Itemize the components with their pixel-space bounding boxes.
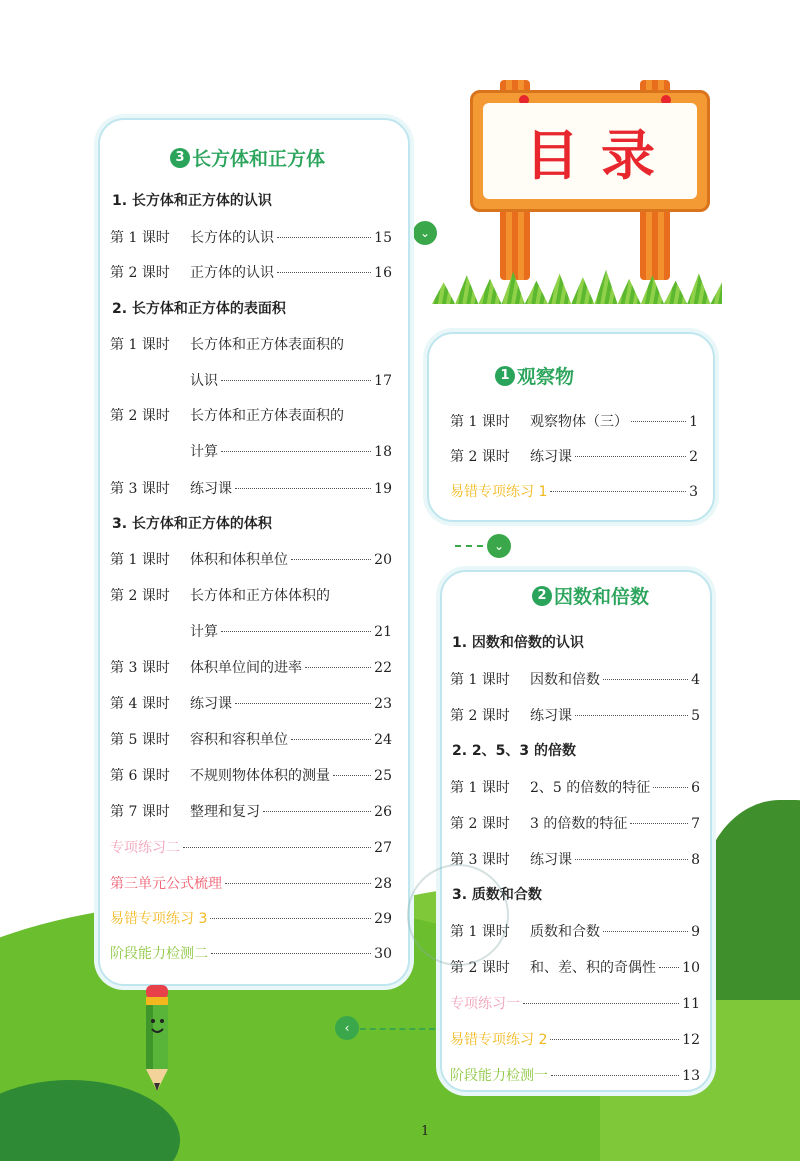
leader-dots xyxy=(551,1075,679,1076)
leader-dots xyxy=(221,451,371,452)
page-number: 25 xyxy=(374,768,392,784)
lesson-name: 质数和合数 xyxy=(530,924,600,940)
lesson-label: 第 2 课时 xyxy=(110,588,170,604)
toc-row-extra[interactable] xyxy=(450,1065,700,1085)
lesson-name: 不规则物体体积的测量 xyxy=(190,768,330,784)
toc-row-extra[interactable] xyxy=(110,837,392,857)
lesson-name: 体积和体积单位 xyxy=(190,552,288,568)
lesson-label: 第 6 课时 xyxy=(110,768,170,784)
page-number: 26 xyxy=(374,804,392,820)
toc-row[interactable] xyxy=(110,227,392,247)
toc-row-extra[interactable] xyxy=(110,873,392,893)
watermark-stamp-icon xyxy=(398,840,518,990)
connector-line xyxy=(350,1028,445,1030)
page-number: 1 xyxy=(689,414,698,430)
leader-dots xyxy=(235,488,371,489)
page-number: 16 xyxy=(374,265,392,281)
lesson-label: 第 1 课时 xyxy=(110,230,170,246)
page-number: 15 xyxy=(374,230,392,246)
leader-dots xyxy=(277,237,371,238)
page-number: 4 xyxy=(691,672,700,688)
unit-title-text: 因数和倍数 xyxy=(554,586,650,608)
toc-row[interactable] xyxy=(110,693,392,713)
page-number: 9 xyxy=(691,924,700,940)
lesson-name: 长方体和正方体表面积的 xyxy=(190,337,344,353)
lesson-label: 第 2 课时 xyxy=(450,960,510,976)
chevron-down-icon: ⌄ xyxy=(413,221,437,245)
lesson-label: 第 3 课时 xyxy=(110,481,170,497)
leader-dots xyxy=(575,456,686,457)
toc-row-extra[interactable] xyxy=(110,908,392,928)
toc-row-extra[interactable] xyxy=(110,943,392,963)
leader-dots xyxy=(575,715,688,716)
leader-dots xyxy=(333,775,371,776)
extra-name: 专项练习二 xyxy=(110,840,180,856)
lesson-name: 计算 xyxy=(190,444,218,460)
toc-row[interactable] xyxy=(190,441,392,461)
extra-name: 阶段能力检测二 xyxy=(110,946,208,962)
extra-name: 易错专项练习 3 xyxy=(110,911,208,927)
unit-number-badge: 1 xyxy=(495,366,515,386)
lesson-label: 第 1 课时 xyxy=(450,414,510,430)
section-title: 3. 质数和合数 xyxy=(452,887,542,903)
page-number: 22 xyxy=(374,660,392,676)
page-number: 23 xyxy=(374,696,392,712)
lesson-label: 第 2 课时 xyxy=(450,449,510,465)
toc-row-extra[interactable] xyxy=(450,1029,700,1049)
lesson-name: 练习课 xyxy=(190,696,232,712)
toc-row[interactable] xyxy=(110,657,392,677)
leader-dots xyxy=(631,421,686,422)
page-number: 18 xyxy=(374,444,392,460)
leader-dots xyxy=(550,491,686,492)
lesson-name: 认识 xyxy=(190,373,218,389)
toc-row[interactable] xyxy=(110,405,392,425)
toc-row[interactable] xyxy=(450,813,700,833)
extra-name: 专项练习一 xyxy=(450,996,520,1012)
section-title: 1. 长方体和正方体的认识 xyxy=(112,193,272,209)
title-signboard xyxy=(470,90,710,212)
title-char: 录 xyxy=(601,123,655,187)
extra-name: 阶段能力检测一 xyxy=(450,1068,548,1084)
lesson-name: 2、5 的倍数的特征 xyxy=(530,780,651,796)
page-number: 13 xyxy=(682,1068,700,1084)
leader-dots xyxy=(630,823,688,824)
leader-dots xyxy=(221,380,371,381)
section-title: 1. 因数和倍数的认识 xyxy=(452,635,584,651)
page-number: 10 xyxy=(682,960,700,976)
lesson-label: 第 1 课时 xyxy=(450,924,510,940)
unit-number-badge: 2 xyxy=(532,586,552,606)
lesson-name: 计算 xyxy=(190,624,218,640)
page-number: 29 xyxy=(374,911,392,927)
lesson-label: 第 2 课时 xyxy=(110,408,170,424)
leader-dots xyxy=(603,931,688,932)
title-char: 目 xyxy=(525,123,579,187)
page-number: 27 xyxy=(374,840,392,856)
toc-row[interactable] xyxy=(110,765,392,785)
lesson-label: 第 5 课时 xyxy=(110,732,170,748)
chevron-left-icon: ‹ xyxy=(335,1016,359,1040)
lesson-name: 长方体的认识 xyxy=(190,230,274,246)
unit-title xyxy=(170,144,325,171)
toc-row[interactable] xyxy=(450,446,698,466)
leader-dots xyxy=(210,918,371,919)
lesson-name: 长方体和正方体体积的 xyxy=(190,588,330,604)
toc-row[interactable] xyxy=(450,669,700,689)
lesson-name: 练习课 xyxy=(530,449,572,465)
section-title: 2. 2、5、3 的倍数 xyxy=(452,743,577,759)
lesson-label: 第 2 课时 xyxy=(450,816,510,832)
lesson-name: 3 的倍数的特征 xyxy=(530,816,628,832)
page-number: 11 xyxy=(682,996,700,1012)
toc-row[interactable] xyxy=(110,478,392,498)
page-number: 8 xyxy=(691,852,700,868)
extra-name: 易错专项练习 1 xyxy=(450,484,548,500)
leader-dots xyxy=(659,967,679,968)
lesson-label: 第 3 课时 xyxy=(450,852,510,868)
leader-dots xyxy=(653,787,688,788)
page-number: 7 xyxy=(691,816,700,832)
lesson-name: 练习课 xyxy=(190,481,232,497)
leader-dots xyxy=(575,859,688,860)
toc-row[interactable] xyxy=(110,262,392,282)
toc-row-extra[interactable] xyxy=(450,993,700,1013)
lesson-name: 和、差、积的奇偶性 xyxy=(530,960,656,976)
toc-row[interactable] xyxy=(110,334,392,354)
page-number: 12 xyxy=(682,1032,700,1048)
lesson-name: 因数和倍数 xyxy=(530,672,600,688)
lesson-label: 第 4 课时 xyxy=(110,696,170,712)
unit-title xyxy=(495,362,574,389)
grass-decoration xyxy=(432,268,722,304)
section-title: 2. 长方体和正方体的表面积 xyxy=(112,301,286,317)
lesson-label: 第 2 课时 xyxy=(110,265,170,281)
section-title: 3. 长方体和正方体的体积 xyxy=(112,516,272,532)
toc-row[interactable] xyxy=(450,777,700,797)
toc-row[interactable] xyxy=(450,411,698,431)
pencil-mascot-icon xyxy=(140,985,174,1095)
toc-row[interactable] xyxy=(110,585,392,605)
page-number-footer: 1 xyxy=(421,1124,430,1139)
page-number: 24 xyxy=(374,732,392,748)
page-number: 19 xyxy=(374,481,392,497)
page-number: 20 xyxy=(374,552,392,568)
page-title xyxy=(483,103,697,199)
leader-dots xyxy=(291,559,371,560)
unit-title xyxy=(532,582,649,609)
lesson-label: 第 1 课时 xyxy=(110,552,170,568)
leader-dots xyxy=(603,679,688,680)
lesson-label: 第 1 课时 xyxy=(110,337,170,353)
page-number: 17 xyxy=(374,373,392,389)
leader-dots xyxy=(263,811,371,812)
leader-dots xyxy=(211,953,371,954)
leader-dots xyxy=(291,739,371,740)
lesson-name: 长方体和正方体表面积的 xyxy=(190,408,344,424)
toc-row-extra[interactable] xyxy=(450,481,698,501)
lesson-name: 容积和容积单位 xyxy=(190,732,288,748)
page-number: 21 xyxy=(374,624,392,640)
lesson-name: 练习课 xyxy=(530,708,572,724)
lesson-label: 第 7 课时 xyxy=(110,804,170,820)
lesson-name: 观察物体（三） xyxy=(530,414,628,430)
leader-dots xyxy=(225,883,371,884)
leader-dots xyxy=(221,631,371,632)
toc-row[interactable] xyxy=(110,549,392,569)
chevron-down-icon: ⌄ xyxy=(487,534,511,558)
leader-dots xyxy=(305,667,371,668)
leader-dots xyxy=(523,1003,679,1004)
leader-dots xyxy=(550,1039,679,1040)
toc-row[interactable] xyxy=(450,705,700,725)
unit-title-text: 长方体和正方体 xyxy=(192,148,326,170)
lesson-label: 第 2 课时 xyxy=(450,708,510,724)
page-number: 30 xyxy=(374,946,392,962)
lesson-name: 整理和复习 xyxy=(190,804,260,820)
lesson-label: 第 1 课时 xyxy=(450,672,510,688)
page-number: 28 xyxy=(374,876,392,892)
extra-name: 易错专项练习 2 xyxy=(450,1032,548,1048)
toc-row[interactable] xyxy=(110,729,392,749)
toc-row[interactable] xyxy=(190,621,392,641)
leader-dots xyxy=(183,847,371,848)
page-number: 2 xyxy=(689,449,698,465)
lesson-name: 体积单位间的进率 xyxy=(190,660,302,676)
page-number: 5 xyxy=(691,708,700,724)
leader-dots xyxy=(235,703,371,704)
toc-row[interactable] xyxy=(190,370,392,390)
toc-row[interactable] xyxy=(110,801,392,821)
lesson-label: 第 1 课时 xyxy=(450,780,510,796)
lesson-name: 练习课 xyxy=(530,852,572,868)
background-tree xyxy=(700,800,800,1000)
unit-title-text: 观察物 xyxy=(517,366,575,388)
lesson-name: 正方体的认识 xyxy=(190,265,274,281)
leader-dots xyxy=(277,272,371,273)
extra-name: 第三单元公式梳理 xyxy=(110,876,222,892)
page-number: 6 xyxy=(691,780,700,796)
lesson-label: 第 3 课时 xyxy=(110,660,170,676)
unit-number-badge: 3 xyxy=(170,148,190,168)
page-number: 3 xyxy=(689,484,698,500)
